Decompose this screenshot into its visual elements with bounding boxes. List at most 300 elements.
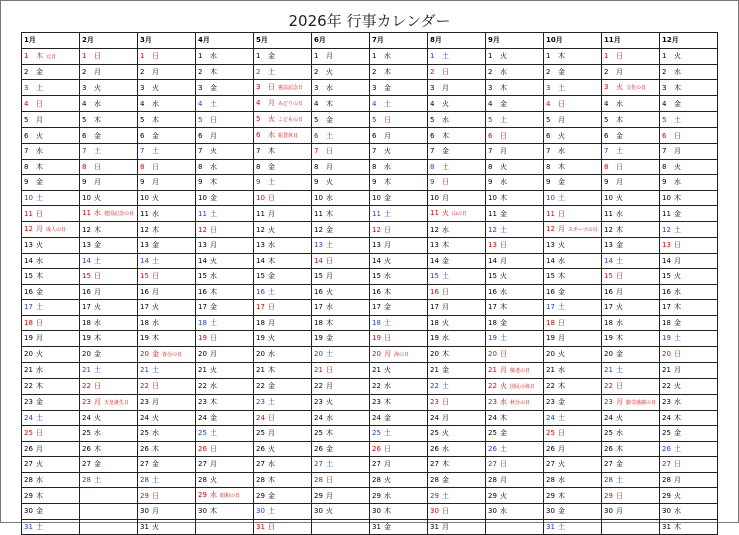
- day-row: [22, 112, 718, 128]
- day-cell: [428, 175, 486, 191]
- day-number: 12: [488, 225, 497, 234]
- day-cell: [80, 426, 138, 442]
- weekday-label: 金: [442, 475, 449, 484]
- weekday-label: 木: [326, 209, 333, 218]
- day-number: 14: [24, 256, 33, 265]
- weekday-label: 木: [558, 382, 565, 390]
- weekday-label: 金: [268, 382, 275, 390]
- day-cell: [196, 269, 254, 285]
- day-number: 1: [662, 52, 667, 60]
- weekday-label: 木: [384, 398, 391, 406]
- day-row: [22, 238, 718, 254]
- weekday-label: 月: [326, 272, 333, 281]
- month-header-3: 3月: [138, 33, 196, 49]
- weekday-label: 日: [558, 99, 565, 108]
- weekday-label: 日: [326, 147, 333, 156]
- day-number: 5: [256, 115, 261, 123]
- day-cell: [486, 64, 544, 80]
- weekday-label: 土: [558, 83, 565, 92]
- weekday-label: 土: [210, 429, 217, 438]
- day-cell: [138, 362, 196, 378]
- day-number: 8: [140, 162, 145, 171]
- day-cell: [544, 190, 602, 206]
- day-number: 11: [430, 209, 439, 217]
- day-number: 29: [256, 491, 265, 500]
- weekday-label: 金: [152, 460, 159, 469]
- day-cell: [254, 426, 312, 442]
- day-cell: [22, 378, 80, 394]
- weekday-label: 月: [558, 115, 565, 124]
- weekday-label: 土: [94, 475, 101, 484]
- day-cell: [138, 159, 196, 175]
- day-cell: [370, 64, 428, 80]
- day-number: 12: [604, 225, 613, 234]
- day-number: 8: [662, 162, 667, 171]
- day-number: 8: [546, 162, 551, 171]
- day-number: 18: [140, 318, 149, 327]
- day-number: 26: [24, 444, 33, 453]
- day-cell: [370, 300, 428, 316]
- day-cell: [80, 441, 138, 457]
- day-cell: [428, 284, 486, 300]
- day-row: [22, 426, 718, 442]
- day-cell: [254, 315, 312, 331]
- day-row: [22, 253, 718, 269]
- day-cell: [370, 315, 428, 331]
- day-number: 18: [256, 318, 265, 327]
- day-cell: [370, 346, 428, 362]
- day-number: 22: [604, 382, 613, 390]
- weekday-label: 金: [442, 147, 449, 156]
- day-number: 7: [662, 147, 667, 156]
- weekday-label: 木: [268, 256, 275, 265]
- weekday-label: 日: [442, 287, 449, 296]
- weekday-label: 月: [616, 67, 623, 76]
- weekday-label: 土: [94, 366, 101, 374]
- weekday-label: 月: [384, 349, 391, 358]
- day-row: [22, 206, 718, 222]
- day-number: 9: [604, 178, 609, 187]
- day-number: 18: [314, 318, 323, 327]
- weekday-label: 木: [616, 225, 623, 234]
- day-cell: [544, 488, 602, 504]
- weekday-label: 水: [36, 475, 43, 484]
- weekday-label: 日: [558, 318, 565, 327]
- day-number: 3: [256, 83, 261, 91]
- weekday-label: 土: [94, 147, 101, 156]
- weekday-label: 日: [326, 366, 333, 374]
- day-number: 9: [662, 178, 667, 187]
- weekday-label: 月: [268, 318, 275, 327]
- weekday-label: 火: [384, 147, 391, 156]
- day-number: 13: [662, 241, 671, 250]
- day-number: 4: [662, 99, 667, 108]
- weekday-label: 火: [674, 162, 681, 171]
- day-cell: [602, 112, 660, 128]
- day-number: 4: [604, 99, 609, 108]
- weekday-label: 金: [268, 162, 275, 171]
- weekday-label: 水: [152, 99, 159, 108]
- weekday-label: 金: [500, 429, 507, 438]
- day-cell: [370, 378, 428, 394]
- day-cell: [544, 394, 602, 410]
- day-number: 13: [488, 241, 497, 250]
- weekday-label: 木: [500, 303, 507, 312]
- weekday-label: 日: [384, 444, 391, 453]
- weekday-label: 火: [326, 178, 333, 187]
- holiday-name: 海の日: [394, 351, 410, 358]
- weekday-label: 金: [36, 178, 43, 187]
- day-number: 20: [24, 350, 33, 358]
- weekday-label: 火: [152, 522, 159, 531]
- weekday-label: 火: [36, 241, 43, 250]
- day-number: 11: [82, 209, 91, 217]
- day-number: 12: [314, 225, 323, 234]
- weekday-label: 金: [674, 209, 681, 218]
- day-number: 22: [140, 382, 149, 390]
- day-cell: [486, 190, 544, 206]
- weekday-label: 金: [384, 303, 391, 312]
- day-cell: [544, 222, 602, 238]
- day-cell: [196, 253, 254, 269]
- day-cell: [80, 300, 138, 316]
- day-cell: [254, 206, 312, 222]
- day-cell: [196, 222, 254, 238]
- day-cell: [428, 206, 486, 222]
- month-header-11: 11月: [602, 33, 660, 49]
- day-cell: [312, 64, 370, 80]
- weekday-label: 火: [36, 350, 43, 358]
- day-number: 14: [198, 256, 207, 265]
- day-cell: [602, 175, 660, 191]
- day-cell: [428, 112, 486, 128]
- day-number: 14: [604, 256, 613, 265]
- day-cell: [370, 488, 428, 504]
- weekday-label: 土: [674, 444, 681, 453]
- day-number: 25: [24, 429, 33, 438]
- weekday-label: 金: [326, 115, 333, 124]
- weekday-label: 土: [500, 115, 507, 124]
- day-number: 13: [82, 241, 91, 250]
- weekday-label: 水: [500, 507, 507, 516]
- day-cell: [22, 410, 80, 426]
- weekday-label: 水: [326, 303, 333, 312]
- weekday-label: 日: [558, 209, 565, 218]
- day-cell: [22, 159, 80, 175]
- day-cell: [602, 48, 660, 64]
- weekday-label: 月: [616, 397, 623, 406]
- empty-cell: [486, 519, 544, 535]
- day-number: 15: [488, 272, 497, 281]
- day-number: 11: [372, 209, 381, 218]
- weekday-label: 月: [500, 365, 507, 374]
- day-cell: [80, 159, 138, 175]
- weekday-label: 水: [674, 67, 681, 76]
- weekday-label: 土: [500, 334, 507, 343]
- weekday-label: 土: [616, 256, 623, 265]
- day-number: 17: [82, 303, 91, 312]
- day-number: 17: [372, 303, 381, 312]
- weekday-label: 月: [500, 475, 507, 484]
- day-row: [22, 362, 718, 378]
- day-cell: [370, 238, 428, 254]
- day-number: 5: [604, 115, 609, 124]
- day-number: 26: [488, 444, 497, 453]
- weekday-label: 月: [268, 99, 275, 107]
- weekday-label: 月: [558, 334, 565, 343]
- weekday-label: 木: [268, 147, 275, 156]
- day-cell: [196, 238, 254, 254]
- day-cell: [486, 394, 544, 410]
- day-cell: [22, 96, 80, 112]
- day-number: 25: [604, 429, 613, 438]
- day-number: 29: [488, 491, 497, 500]
- day-cell: [138, 284, 196, 300]
- day-cell: [312, 269, 370, 285]
- day-cell: [428, 96, 486, 112]
- weekday-label: 月: [36, 444, 43, 453]
- day-number: 7: [140, 147, 145, 156]
- day-number: 16: [198, 287, 207, 296]
- day-cell: [196, 331, 254, 347]
- weekday-label: 火: [442, 318, 449, 327]
- day-number: 11: [604, 209, 613, 218]
- day-number: 11: [24, 209, 33, 218]
- weekday-label: 火: [558, 241, 565, 250]
- weekday-label: 月: [152, 507, 159, 516]
- weekday-label: 日: [616, 52, 623, 60]
- day-cell: [544, 362, 602, 378]
- weekday-label: 土: [268, 178, 275, 187]
- day-number: 8: [256, 162, 261, 171]
- day-cell: [544, 331, 602, 347]
- weekday-label: 月: [500, 256, 507, 265]
- day-cell: [312, 394, 370, 410]
- day-number: 18: [546, 318, 555, 327]
- day-cell: [486, 362, 544, 378]
- weekday-label: 水: [384, 272, 391, 281]
- weekday-label: 土: [36, 522, 43, 531]
- day-number: 9: [198, 178, 203, 187]
- weekday-label: 金: [674, 318, 681, 327]
- weekday-label: 金: [616, 350, 623, 358]
- weekday-label: 水: [152, 429, 159, 438]
- day-cell: [138, 253, 196, 269]
- day-row: [22, 504, 718, 520]
- day-cell: [196, 112, 254, 128]
- weekday-label: 月: [326, 162, 333, 171]
- day-cell: [544, 300, 602, 316]
- day-row: [22, 410, 718, 426]
- weekday-label: 木: [384, 287, 391, 296]
- weekday-label: 月: [210, 131, 217, 140]
- day-number: 4: [82, 99, 87, 108]
- day-cell: [660, 80, 718, 96]
- day-number: 1: [604, 52, 609, 60]
- day-number: 23: [372, 398, 381, 406]
- day-cell: [312, 238, 370, 254]
- weekday-label: 金: [36, 67, 43, 76]
- day-number: 13: [198, 241, 207, 250]
- day-cell: [544, 346, 602, 362]
- day-number: 3: [314, 83, 319, 92]
- day-number: 25: [488, 429, 497, 438]
- day-number: 20: [546, 350, 555, 358]
- holiday-name: こどもの日: [278, 117, 304, 123]
- day-number: 19: [82, 334, 91, 343]
- weekday-label: 月: [94, 178, 101, 187]
- weekday-label: 木: [94, 115, 101, 124]
- day-number: 16: [430, 287, 439, 296]
- day-cell: [138, 175, 196, 191]
- day-cell: [196, 457, 254, 473]
- day-cell: [80, 394, 138, 410]
- weekday-label: 水: [210, 162, 217, 171]
- day-number: 21: [372, 366, 381, 374]
- day-number: 10: [82, 193, 91, 202]
- day-cell: [370, 159, 428, 175]
- day-number: 30: [256, 507, 265, 516]
- day-cell: [254, 504, 312, 520]
- day-cell: [370, 206, 428, 222]
- weekday-label: 水: [326, 413, 333, 422]
- day-number: 12: [256, 225, 265, 234]
- day-number: 11: [488, 209, 497, 218]
- weekday-label: 月: [442, 303, 449, 312]
- holiday-name: みどりの日: [278, 101, 304, 107]
- day-cell: [544, 315, 602, 331]
- day-cell: [80, 190, 138, 206]
- day-number: 20: [82, 350, 91, 358]
- day-cell: [486, 222, 544, 238]
- day-cell: [660, 346, 718, 362]
- weekday-label: 土: [500, 444, 507, 453]
- day-number: 12: [24, 225, 33, 233]
- day-number: 10: [662, 193, 671, 202]
- day-cell: [428, 80, 486, 96]
- day-number: 28: [314, 475, 323, 484]
- day-number: 6: [604, 131, 609, 140]
- day-number: 13: [24, 241, 33, 250]
- day-number: 3: [198, 83, 203, 92]
- day-number: 20: [604, 350, 613, 358]
- day-row: [22, 346, 718, 362]
- day-cell: [22, 315, 80, 331]
- day-cell: [196, 80, 254, 96]
- day-cell: [370, 144, 428, 160]
- weekday-label: 水: [94, 209, 101, 217]
- day-cell: [660, 331, 718, 347]
- day-number: 2: [140, 67, 145, 76]
- weekday-label: 月: [152, 398, 159, 406]
- day-number: 2: [256, 67, 261, 76]
- weekday-label: 土: [326, 241, 333, 250]
- holiday-name: 成人の日: [46, 227, 67, 233]
- day-number: 14: [140, 256, 149, 265]
- weekday-label: 金: [500, 99, 507, 108]
- weekday-label: 月: [36, 115, 43, 124]
- weekday-label: 水: [94, 318, 101, 327]
- day-cell: [602, 128, 660, 144]
- weekday-label: 土: [152, 256, 159, 265]
- weekday-label: 水: [442, 225, 449, 234]
- day-number: 9: [24, 178, 29, 187]
- weekday-label: 水: [674, 287, 681, 296]
- day-number: 18: [488, 318, 497, 327]
- weekday-label: 木: [500, 413, 507, 422]
- day-cell: [196, 410, 254, 426]
- day-cell: [486, 378, 544, 394]
- weekday-label: 木: [94, 225, 101, 234]
- weekday-label: 火: [674, 491, 681, 500]
- day-cell: [80, 410, 138, 426]
- weekday-label: 木: [268, 475, 275, 484]
- holiday-name: 国民の休日: [510, 383, 536, 390]
- weekday-label: 水: [558, 366, 565, 374]
- weekday-label: 火: [326, 398, 333, 406]
- day-number: 24: [314, 413, 323, 422]
- day-row: [22, 441, 718, 457]
- day-number: 23: [140, 398, 149, 406]
- day-number: 14: [488, 256, 497, 265]
- day-cell: [486, 48, 544, 64]
- weekday-label: 水: [442, 115, 449, 124]
- day-number: 4: [488, 99, 493, 108]
- weekday-label: 日: [152, 382, 159, 390]
- weekday-label: 水: [558, 256, 565, 265]
- day-cell: [370, 112, 428, 128]
- day-cell: [254, 222, 312, 238]
- weekday-label: 火: [558, 350, 565, 358]
- month-header-7: 7月: [370, 33, 428, 49]
- calendar-table: [21, 32, 718, 535]
- day-cell: [602, 331, 660, 347]
- day-number: 8: [198, 162, 203, 171]
- day-cell: [254, 488, 312, 504]
- day-cell: [370, 80, 428, 96]
- day-number: 1: [140, 52, 145, 60]
- day-cell: [196, 488, 254, 504]
- weekday-label: 月: [36, 225, 43, 233]
- weekday-label: 日: [268, 193, 275, 202]
- day-number: 18: [430, 318, 439, 327]
- day-number: 27: [430, 460, 439, 469]
- day-cell: [22, 472, 80, 488]
- weekday-label: 金: [152, 131, 159, 140]
- weekday-label: 火: [152, 193, 159, 202]
- day-cell: [80, 222, 138, 238]
- weekday-label: 水: [210, 272, 217, 281]
- day-number: 10: [140, 193, 149, 202]
- day-number: 30: [314, 507, 323, 516]
- weekday-label: 火: [152, 83, 159, 92]
- day-cell: [660, 441, 718, 457]
- day-row: [22, 519, 718, 535]
- day-number: 21: [488, 365, 497, 374]
- weekday-label: 日: [36, 318, 43, 327]
- day-cell: [138, 206, 196, 222]
- day-row: [22, 175, 718, 191]
- day-number: 26: [256, 444, 265, 453]
- day-cell: [660, 394, 718, 410]
- day-number: 4: [24, 99, 29, 108]
- weekday-label: 月: [500, 147, 507, 156]
- day-cell: [254, 457, 312, 473]
- day-cell: [138, 64, 196, 80]
- day-number: 15: [604, 272, 613, 281]
- weekday-label: 水: [326, 193, 333, 202]
- weekday-label: 水: [384, 491, 391, 500]
